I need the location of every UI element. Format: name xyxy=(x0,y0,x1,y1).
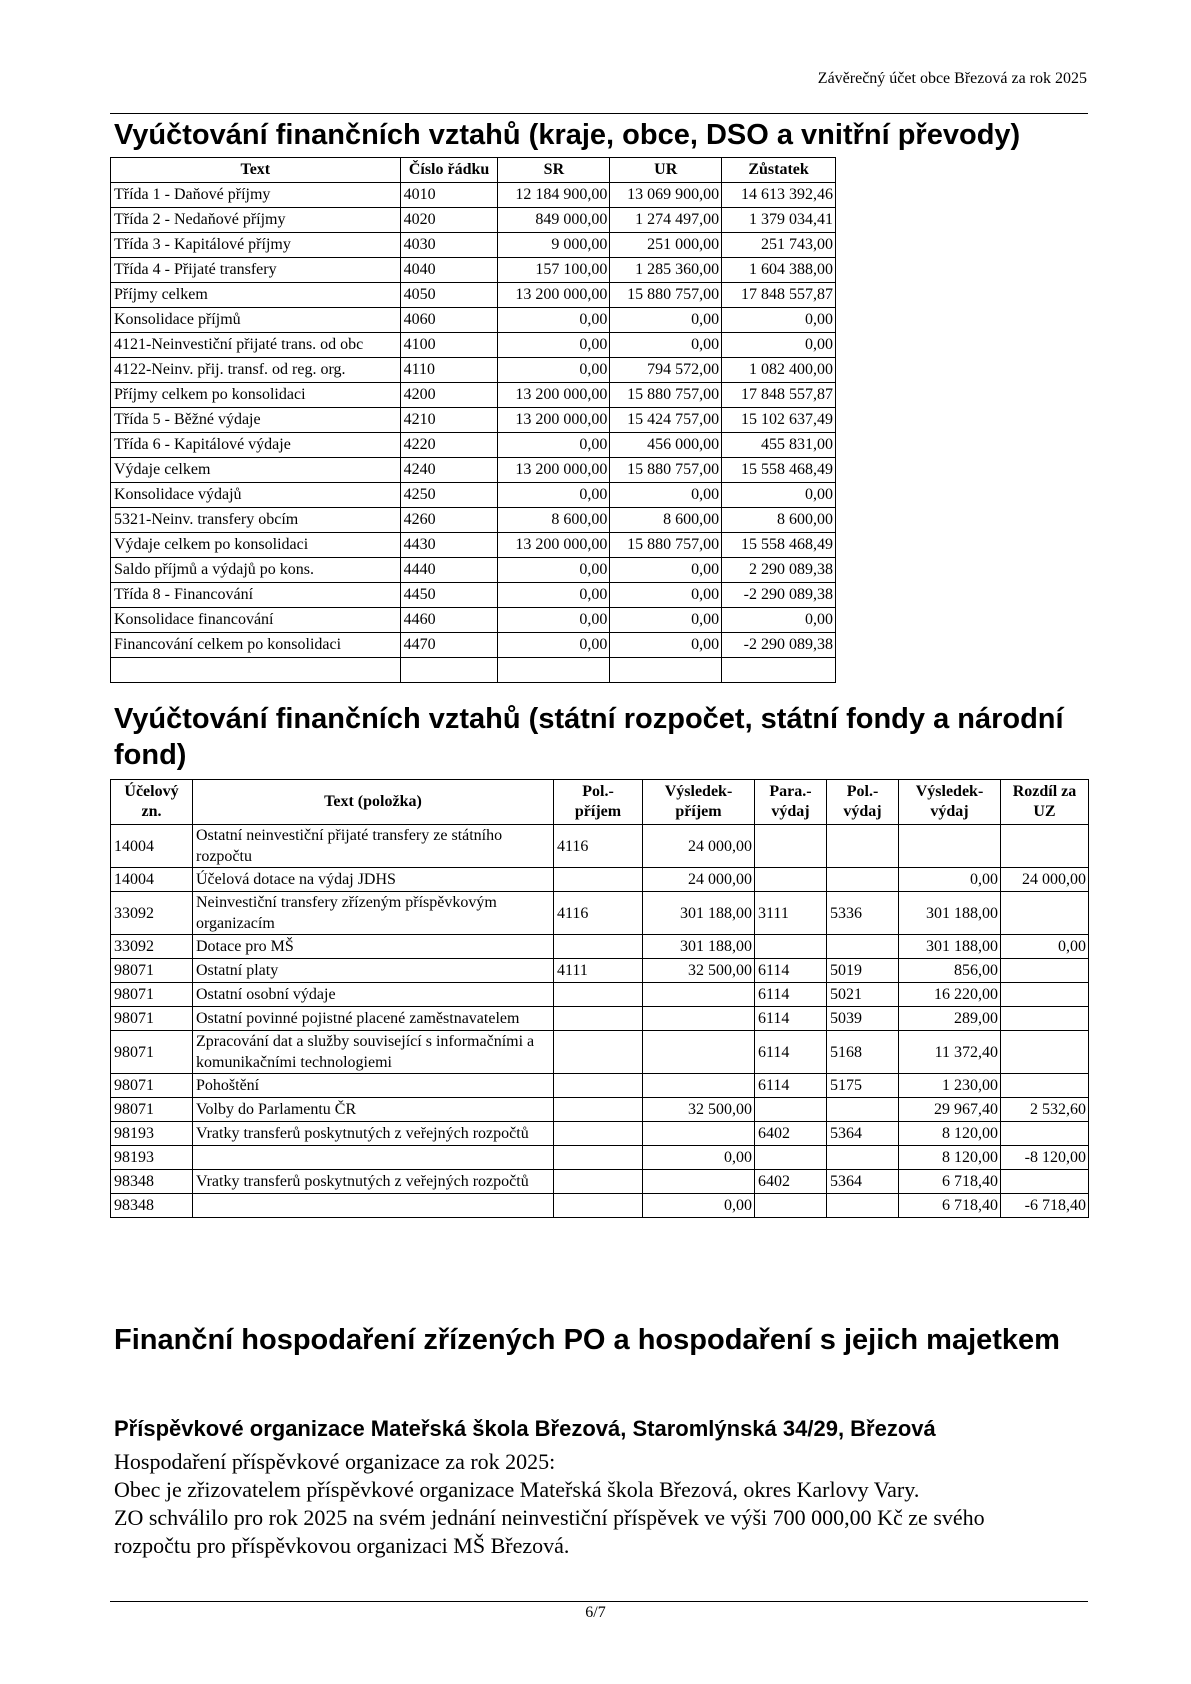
column-header-line: výdaj xyxy=(843,803,882,820)
table-cell: 0,00 xyxy=(610,308,722,333)
table-cell xyxy=(1001,1031,1089,1074)
regional-relations-table xyxy=(110,157,836,683)
table-cell: 6114 xyxy=(755,1074,827,1098)
table-row xyxy=(111,508,836,533)
table-cell: 0,00 xyxy=(610,333,722,358)
table-cell: 849 000,00 xyxy=(498,208,610,233)
table-cell: Pohoštění xyxy=(193,1074,554,1098)
table-cell: 11 372,40 xyxy=(899,1031,1001,1074)
table-cell: 0,00 xyxy=(722,483,836,508)
table-cell: 251 743,00 xyxy=(722,233,836,258)
table-cell xyxy=(722,658,836,683)
paragraph-line: rozpočtu pro příspěvkovou organizaci MŠ Březová. xyxy=(114,1533,570,1558)
table-cell: 4220 xyxy=(400,433,498,458)
table-cell: Ostatní platy xyxy=(193,959,554,983)
table-cell: 17 848 557,87 xyxy=(722,383,836,408)
table-cell: 98193 xyxy=(111,1122,193,1146)
column-header: Číslo řádku xyxy=(400,158,498,183)
table-row xyxy=(111,935,1089,959)
table-cell: 8 600,00 xyxy=(722,508,836,533)
table-cell: 13 200 000,00 xyxy=(498,458,610,483)
table-cell: 5168 xyxy=(827,1031,899,1074)
table-cell: 15 558 468,49 xyxy=(722,458,836,483)
table-cell: 98071 xyxy=(111,1098,193,1122)
column-header xyxy=(1001,780,1089,825)
table-cell: 4030 xyxy=(400,233,498,258)
table-header-row xyxy=(111,158,836,183)
table-cell: 5021 xyxy=(827,983,899,1007)
column-header-line: Text (položka) xyxy=(324,793,422,810)
table-cell: Vratky transferů poskytnutých z veřejných rozpočtů xyxy=(193,1170,554,1194)
table-cell: 6114 xyxy=(755,1031,827,1074)
table-cell xyxy=(643,1170,755,1194)
table-cell xyxy=(755,1194,827,1218)
table-cell xyxy=(1001,959,1089,983)
paragraph-line: Hospodaření příspěvkové organizace za rok 2025: xyxy=(114,1449,556,1474)
column-header-line: výdaj xyxy=(930,803,969,820)
table-cell: 98348 xyxy=(111,1170,193,1194)
table-cell: 301 188,00 xyxy=(899,892,1001,935)
column-header xyxy=(193,780,554,825)
table-cell: 13 200 000,00 xyxy=(498,283,610,308)
table-cell: 98071 xyxy=(111,959,193,983)
table-cell: -2 290 089,38 xyxy=(722,583,836,608)
table-cell xyxy=(827,825,899,868)
table-cell: 0,00 xyxy=(610,483,722,508)
table-row xyxy=(111,233,836,258)
table-row xyxy=(111,558,836,583)
table-cell: 15 102 637,49 xyxy=(722,408,836,433)
table-cell xyxy=(643,1031,755,1074)
column-header-line: příjem xyxy=(675,803,722,820)
table-cell: 15 880 757,00 xyxy=(610,458,722,483)
table-cell: 1 285 360,00 xyxy=(610,258,722,283)
table-cell: 15 424 757,00 xyxy=(610,408,722,433)
table-cell: Konsolidace výdajů xyxy=(111,483,401,508)
table-cell: 12 184 900,00 xyxy=(498,183,610,208)
table-cell: -6 718,40 xyxy=(1001,1194,1089,1218)
table-row xyxy=(111,308,836,333)
table-cell: 5364 xyxy=(827,1170,899,1194)
table-cell: 6114 xyxy=(755,983,827,1007)
table-cell: 16 220,00 xyxy=(899,983,1001,1007)
table-cell: 98071 xyxy=(111,1007,193,1031)
table-row xyxy=(111,868,1089,892)
header-divider xyxy=(110,113,1088,114)
table-cell: 32 500,00 xyxy=(643,1098,755,1122)
table-cell: 5019 xyxy=(827,959,899,983)
po-management-paragraph xyxy=(114,1448,1094,1560)
column-header-line: UZ xyxy=(1033,803,1056,820)
table-cell: 98348 xyxy=(111,1194,193,1218)
state-budget-relations-table xyxy=(110,779,1089,1218)
table-row xyxy=(111,433,836,458)
table-cell xyxy=(755,868,827,892)
table-cell: 4122-Neinv. přij. transf. od reg. org. xyxy=(111,358,401,383)
table-cell: 4111 xyxy=(554,959,643,983)
table-cell: 4240 xyxy=(400,458,498,483)
table-cell: 251 000,00 xyxy=(610,233,722,258)
table-cell: 1 604 388,00 xyxy=(722,258,836,283)
table-cell xyxy=(827,1098,899,1122)
table-cell: 0,00 xyxy=(610,558,722,583)
table-cell xyxy=(643,1122,755,1146)
table-cell: 5175 xyxy=(827,1074,899,1098)
table-cell: 24 000,00 xyxy=(643,825,755,868)
table-cell: 3111 xyxy=(755,892,827,935)
table-cell xyxy=(554,1074,643,1098)
section-title-regional-relations: Vyúčtování finančních vztahů (kraje, obce, DSO a vnitřní převody) xyxy=(114,119,1021,151)
table-cell: 4121-Neinvestiční přijaté trans. od obc xyxy=(111,333,401,358)
column-header xyxy=(111,780,193,825)
table-cell xyxy=(643,983,755,1007)
table-cell: 4116 xyxy=(554,892,643,935)
table-cell: 5039 xyxy=(827,1007,899,1031)
table-cell xyxy=(755,935,827,959)
table-cell: 0,00 xyxy=(498,483,610,508)
table-cell: 456 000,00 xyxy=(610,433,722,458)
table-cell xyxy=(554,1170,643,1194)
table-cell: 98071 xyxy=(111,1031,193,1074)
table-cell: 4210 xyxy=(400,408,498,433)
table-cell: Účelová dotace na výdaj JDHS xyxy=(193,868,554,892)
table-row xyxy=(111,408,836,433)
table-cell: 0,00 xyxy=(498,633,610,658)
column-header xyxy=(755,780,827,825)
table-cell: Příjmy celkem xyxy=(111,283,401,308)
column-header xyxy=(643,780,755,825)
table-cell: 0,00 xyxy=(498,308,610,333)
table-cell xyxy=(755,825,827,868)
table-cell: 0,00 xyxy=(899,868,1001,892)
table-cell: 13 200 000,00 xyxy=(498,533,610,558)
section-subtitle-ms-brezova: Příspěvkové organizace Mateřská škola Březová, Staromlýnská 34/29, Březová xyxy=(114,1416,936,1441)
table-cell: 5321-Neinv. transfery obcím xyxy=(111,508,401,533)
table-cell: 9 000,00 xyxy=(498,233,610,258)
table-cell xyxy=(193,1194,554,1218)
table-cell: 0,00 xyxy=(498,608,610,633)
table-cell: 0,00 xyxy=(610,608,722,633)
table-row xyxy=(111,1074,1089,1098)
table-cell xyxy=(193,1146,554,1170)
table-cell: 0,00 xyxy=(722,308,836,333)
table-cell: 1 379 034,41 xyxy=(722,208,836,233)
table-cell: Vratky transferů poskytnutých z veřejných rozpočtů xyxy=(193,1122,554,1146)
column-header-line: výdaj xyxy=(771,803,810,820)
table-cell: Zpracování dat a služby související s informačními a komunikačními technologiemi xyxy=(193,1031,554,1074)
table-cell: 14 613 392,46 xyxy=(722,183,836,208)
table-cell: 0,00 xyxy=(610,583,722,608)
table-cell: 4430 xyxy=(400,533,498,558)
table-cell: 17 848 557,87 xyxy=(722,283,836,308)
table-cell: 4040 xyxy=(400,258,498,283)
table-cell: 14004 xyxy=(111,825,193,868)
table-cell: 301 188,00 xyxy=(899,935,1001,959)
table-row xyxy=(111,633,836,658)
table-cell: 0,00 xyxy=(643,1194,755,1218)
table-cell: 794 572,00 xyxy=(610,358,722,383)
table-cell: 32 500,00 xyxy=(643,959,755,983)
table-cell: 24 000,00 xyxy=(643,868,755,892)
table-cell: 13 200 000,00 xyxy=(498,383,610,408)
table-cell xyxy=(1001,1122,1089,1146)
table-cell: 24 000,00 xyxy=(1001,868,1089,892)
table-cell: Výdaje celkem po konsolidaci xyxy=(111,533,401,558)
table-cell: Ostatní neinvestiční přijaté transfery ze státního rozpočtu xyxy=(193,825,554,868)
table-row xyxy=(111,183,836,208)
table-header-row xyxy=(111,780,1089,825)
table-cell: 0,00 xyxy=(1001,935,1089,959)
column-header-line: Pol.- xyxy=(582,783,614,800)
table-cell: 6114 xyxy=(755,959,827,983)
table-cell: 15 880 757,00 xyxy=(610,533,722,558)
table-row xyxy=(111,483,836,508)
table-cell: 301 188,00 xyxy=(643,935,755,959)
table-row xyxy=(111,1122,1089,1146)
column-header xyxy=(827,780,899,825)
table-cell xyxy=(554,983,643,1007)
table-cell xyxy=(554,1122,643,1146)
table-cell: Volby do Parlamentu ČR xyxy=(193,1098,554,1122)
table-row xyxy=(111,258,836,283)
column-header-line: Para.- xyxy=(769,783,812,800)
table-cell: 0,00 xyxy=(498,433,610,458)
column-header: UR xyxy=(610,158,722,183)
table-cell: 0,00 xyxy=(498,558,610,583)
table-cell xyxy=(827,868,899,892)
table-cell xyxy=(827,1146,899,1170)
table-cell: 98071 xyxy=(111,1074,193,1098)
table-cell: Konsolidace příjmů xyxy=(111,308,401,333)
column-header xyxy=(899,780,1001,825)
table-cell: Třída 2 - Nedaňové příjmy xyxy=(111,208,401,233)
table-cell: 1 082 400,00 xyxy=(722,358,836,383)
table-cell: 0,00 xyxy=(498,583,610,608)
table-row xyxy=(111,383,836,408)
section-title-po-management: Finanční hospodaření zřízených PO a hospodaření s jejich majetkem xyxy=(114,1324,1060,1356)
table-row xyxy=(111,458,836,483)
table-cell: 4260 xyxy=(400,508,498,533)
table-cell: 0,00 xyxy=(722,608,836,633)
table-cell: 5336 xyxy=(827,892,899,935)
column-header: Zůstatek xyxy=(722,158,836,183)
table-cell xyxy=(400,658,498,683)
table-cell: 13 069 900,00 xyxy=(610,183,722,208)
table-cell: 301 188,00 xyxy=(643,892,755,935)
table-cell: 1 274 497,00 xyxy=(610,208,722,233)
table-cell: 15 880 757,00 xyxy=(610,383,722,408)
table-cell: 4050 xyxy=(400,283,498,308)
table-cell: 6 718,40 xyxy=(899,1170,1001,1194)
table-row xyxy=(111,658,836,683)
table-row xyxy=(111,1007,1089,1031)
footer-divider xyxy=(110,1601,1088,1602)
table-cell: 0,00 xyxy=(643,1146,755,1170)
table-row xyxy=(111,1098,1089,1122)
table-cell xyxy=(899,825,1001,868)
table-cell: Třída 8 - Financování xyxy=(111,583,401,608)
table-cell: Třída 6 - Kapitálové výdaje xyxy=(111,433,401,458)
table-cell xyxy=(554,1031,643,1074)
section-title-state-budget-relations: Vyúčtování finančních vztahů (státní rozpočet, státní fondy a národní fond) xyxy=(114,703,1064,771)
table-cell xyxy=(554,1194,643,1218)
table-cell: Třída 5 - Běžné výdaje xyxy=(111,408,401,433)
table-cell xyxy=(755,1146,827,1170)
table-cell: 4200 xyxy=(400,383,498,408)
table-cell: 4110 xyxy=(400,358,498,383)
table-cell: 29 967,40 xyxy=(899,1098,1001,1122)
table-cell: Třída 3 - Kapitálové příjmy xyxy=(111,233,401,258)
table-row xyxy=(111,1146,1089,1170)
table-row xyxy=(111,333,836,358)
column-header: Text xyxy=(111,158,401,183)
table-cell xyxy=(610,658,722,683)
table-cell: 33092 xyxy=(111,892,193,935)
table-cell: 4010 xyxy=(400,183,498,208)
table-cell: 4440 xyxy=(400,558,498,583)
table-cell xyxy=(554,1007,643,1031)
table-cell: 15 558 468,49 xyxy=(722,533,836,558)
table-row xyxy=(111,358,836,383)
table-cell: Třída 4 - Přijaté transfery xyxy=(111,258,401,283)
table-cell: Neinvestiční transfery zřízeným příspěvkovým organizacím xyxy=(193,892,554,935)
column-header-line: zn. xyxy=(141,803,162,820)
table-cell xyxy=(554,1146,643,1170)
table-cell xyxy=(554,868,643,892)
table-cell: 4060 xyxy=(400,308,498,333)
table-cell: 14004 xyxy=(111,868,193,892)
table-cell: 4450 xyxy=(400,583,498,608)
table-cell: 15 880 757,00 xyxy=(610,283,722,308)
table-cell xyxy=(1001,983,1089,1007)
document-header-title: Závěrečný účet obce Březová za rok 2025 xyxy=(817,70,1087,87)
table-cell: 289,00 xyxy=(899,1007,1001,1031)
table-row xyxy=(111,1194,1089,1218)
table-cell xyxy=(827,935,899,959)
table-cell: 8 120,00 xyxy=(899,1146,1001,1170)
table-cell xyxy=(554,1098,643,1122)
table-cell: 2 290 089,38 xyxy=(722,558,836,583)
table-cell: 6402 xyxy=(755,1170,827,1194)
table-cell xyxy=(827,1194,899,1218)
table-cell xyxy=(554,935,643,959)
table-cell: 8 120,00 xyxy=(899,1122,1001,1146)
table-row xyxy=(111,1170,1089,1194)
table-row xyxy=(111,208,836,233)
table-cell: Saldo příjmů a výdajů po kons. xyxy=(111,558,401,583)
page-number: 6/7 xyxy=(585,1604,606,1621)
table-cell: Dotace pro MŠ xyxy=(193,935,554,959)
table-row xyxy=(111,533,836,558)
table-cell: 4116 xyxy=(554,825,643,868)
table-cell: 2 532,60 xyxy=(1001,1098,1089,1122)
column-header-line: Výsledek- xyxy=(664,783,733,800)
table-cell: 0,00 xyxy=(610,633,722,658)
table-cell xyxy=(755,1098,827,1122)
table-cell: Ostatní osobní výdaje xyxy=(193,983,554,1007)
table-row xyxy=(111,608,836,633)
column-header: SR xyxy=(498,158,610,183)
table-cell: 13 200 000,00 xyxy=(498,408,610,433)
table-cell: Konsolidace financování xyxy=(111,608,401,633)
table-row xyxy=(111,825,1089,868)
table-cell: 157 100,00 xyxy=(498,258,610,283)
table-cell: 98193 xyxy=(111,1146,193,1170)
table-cell xyxy=(111,658,401,683)
table-row xyxy=(111,283,836,308)
table-cell xyxy=(643,1007,755,1031)
table-cell: Ostatní povinné pojistné placené zaměstnavatelem xyxy=(193,1007,554,1031)
table-cell xyxy=(1001,1170,1089,1194)
table-cell: 856,00 xyxy=(899,959,1001,983)
table-cell: 1 230,00 xyxy=(899,1074,1001,1098)
table-cell: 0,00 xyxy=(498,358,610,383)
table-cell: Příjmy celkem po konsolidaci xyxy=(111,383,401,408)
table-cell: 455 831,00 xyxy=(722,433,836,458)
table-cell: 4460 xyxy=(400,608,498,633)
table-cell xyxy=(498,658,610,683)
table-cell: 33092 xyxy=(111,935,193,959)
table-cell: Třída 1 - Daňové příjmy xyxy=(111,183,401,208)
table-cell xyxy=(1001,1007,1089,1031)
column-header-line: Rozdíl za xyxy=(1012,783,1077,800)
table-cell: 6402 xyxy=(755,1122,827,1146)
table-cell: -8 120,00 xyxy=(1001,1146,1089,1170)
table-cell: Financování celkem po konsolidaci xyxy=(111,633,401,658)
table-cell: 98071 xyxy=(111,983,193,1007)
table-cell xyxy=(643,1074,755,1098)
table-row xyxy=(111,583,836,608)
table-cell xyxy=(1001,892,1089,935)
table-cell: 5364 xyxy=(827,1122,899,1146)
column-header-line: příjem xyxy=(574,803,622,820)
table-cell: 0,00 xyxy=(722,333,836,358)
table-cell: 4470 xyxy=(400,633,498,658)
table-cell: 6114 xyxy=(755,1007,827,1031)
table-cell: 4100 xyxy=(400,333,498,358)
table-row xyxy=(111,892,1089,935)
table-cell xyxy=(1001,825,1089,868)
paragraph-line: Obec je zřizovatelem příspěvkové organizace Mateřská škola Březová, okres Karlovy Vary. xyxy=(114,1477,920,1502)
column-header-line: Výsledek- xyxy=(915,783,984,800)
table-row xyxy=(111,1031,1089,1074)
column-header xyxy=(554,780,643,825)
table-cell: 0,00 xyxy=(498,333,610,358)
column-header-line: Pol.- xyxy=(846,783,879,800)
table-cell: 6 718,40 xyxy=(899,1194,1001,1218)
table-cell: 4020 xyxy=(400,208,498,233)
table-row xyxy=(111,959,1089,983)
paragraph-line: ZO schválilo pro rok 2025 na svém jednání neinvestiční příspěvek ve výši 700 000,00 Kč ze svého xyxy=(114,1505,985,1530)
table-cell: -2 290 089,38 xyxy=(722,633,836,658)
table-cell: 8 600,00 xyxy=(610,508,722,533)
table-cell: Výdaje celkem xyxy=(111,458,401,483)
table-row xyxy=(111,983,1089,1007)
table-cell xyxy=(1001,1074,1089,1098)
table-cell: 8 600,00 xyxy=(498,508,610,533)
table-cell: 4250 xyxy=(400,483,498,508)
column-header-line: Účelový xyxy=(124,783,179,800)
